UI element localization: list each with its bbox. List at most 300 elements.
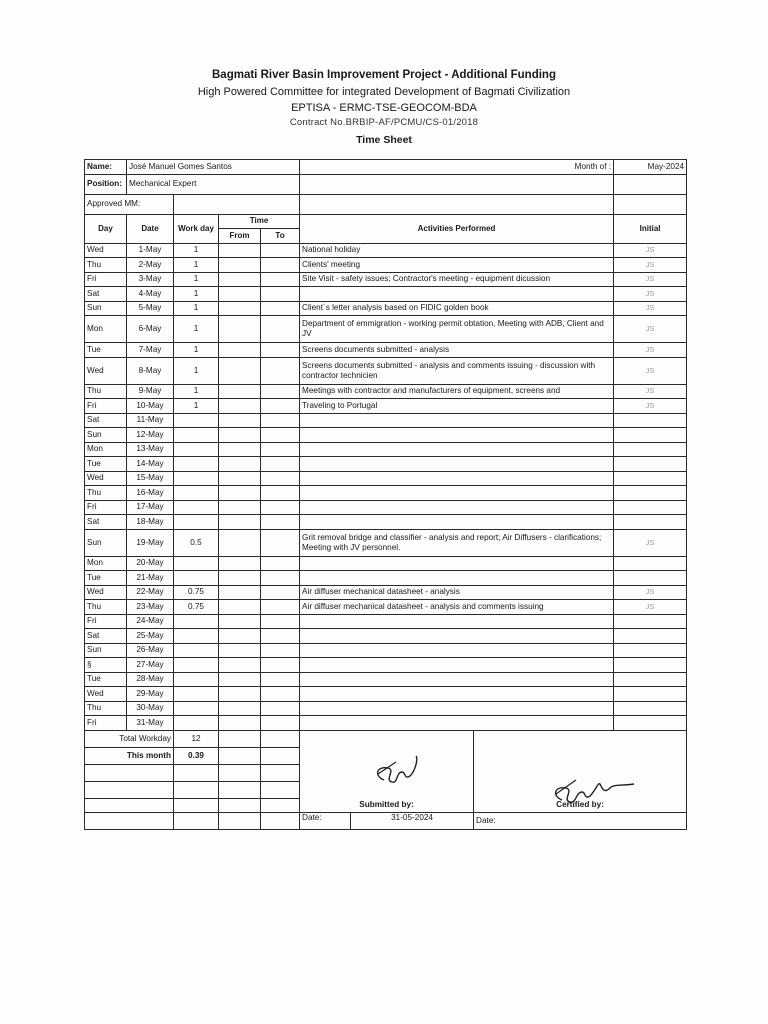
workday-cell: 1 <box>174 399 219 414</box>
time-from-cell <box>219 529 261 556</box>
initial-cell: JS <box>614 357 687 384</box>
blank-cell <box>261 781 300 798</box>
day-row <box>85 258 687 273</box>
date-cell: 21-May <box>127 571 174 586</box>
col-date: Date <box>127 214 174 243</box>
blank-cell <box>85 798 174 813</box>
day-row <box>85 316 687 343</box>
activity-cell <box>300 643 614 658</box>
workday-cell: 1 <box>174 301 219 316</box>
date-cell: 22-May <box>127 585 174 600</box>
committee-subtitle: High Powered Committee for integrated Development of Bagmati Civilization <box>197 86 571 98</box>
workday-cell: 0.5 <box>174 529 219 556</box>
day-row <box>85 287 687 302</box>
initial-cell: JS <box>614 316 687 343</box>
date-cell: 19-May <box>127 529 174 556</box>
day-row <box>85 357 687 384</box>
day-cell: Fri <box>85 716 127 731</box>
activity-cell: National holiday <box>300 243 614 258</box>
activity-cell <box>300 716 614 731</box>
day-row <box>85 301 687 316</box>
blank-cell <box>174 781 219 798</box>
position-label: Position: <box>85 174 127 194</box>
activity-cell <box>300 571 614 586</box>
date-cell: 11-May <box>127 413 174 428</box>
time-from-cell <box>219 687 261 702</box>
consortium-subtitle: EPTISA - ERMC-TSE-GEOCOM-BDA <box>291 102 477 114</box>
blank-cell <box>85 781 174 798</box>
time-from-cell <box>219 272 261 287</box>
time-to-cell <box>261 529 300 556</box>
day-cell: Thu <box>85 384 127 399</box>
time-to-cell <box>261 716 300 731</box>
activity-cell <box>300 442 614 457</box>
date-cell: 8-May <box>127 357 174 384</box>
workday-cell <box>174 428 219 443</box>
day-row <box>85 600 687 615</box>
timesheet-table <box>84 159 687 830</box>
time-to-cell <box>261 399 300 414</box>
day-cell: Fri <box>85 614 127 629</box>
time-to-cell <box>261 301 300 316</box>
workday-cell: 1 <box>174 316 219 343</box>
activity-cell <box>300 287 614 302</box>
position-blank <box>300 174 614 194</box>
workday-cell <box>174 571 219 586</box>
time-to-cell <box>261 442 300 457</box>
date-cell: 25-May <box>127 629 174 644</box>
day-row <box>85 272 687 287</box>
blank-cell <box>219 781 261 798</box>
activity-cell <box>300 515 614 530</box>
day-cell: Sun <box>85 643 127 658</box>
this-month-value: 0.39 <box>174 747 219 764</box>
activity-cell <box>300 413 614 428</box>
date-cell: 16-May <box>127 486 174 501</box>
approved-label: Approved MM: <box>85 194 174 214</box>
initial-cell: JS <box>614 258 687 273</box>
workday-cell: 1 <box>174 357 219 384</box>
submitted-date-cell <box>300 813 474 830</box>
time-from-cell <box>219 486 261 501</box>
time-from-cell <box>219 384 261 399</box>
sheet-title: Time Sheet <box>356 134 412 146</box>
activity-cell <box>300 457 614 472</box>
day-row <box>85 571 687 586</box>
time-from-cell <box>219 629 261 644</box>
workday-cell: 0.75 <box>174 585 219 600</box>
date-cell: 31-May <box>127 716 174 731</box>
activity-cell: Screens documents submitted - analysis and comments issuing - discussion with contractor technicien <box>300 357 614 384</box>
time-to-cell <box>261 471 300 486</box>
position-row <box>85 174 687 194</box>
blank-cell <box>219 798 261 813</box>
day-cell: Wed <box>85 585 127 600</box>
time-to-cell <box>261 556 300 571</box>
day-cell: Wed <box>85 471 127 486</box>
day-row <box>85 384 687 399</box>
date-cell: 28-May <box>127 672 174 687</box>
workday-cell <box>174 457 219 472</box>
approved-blank <box>300 194 614 214</box>
date-cell: 9-May <box>127 384 174 399</box>
day-row <box>85 486 687 501</box>
workday-cell <box>174 672 219 687</box>
time-to-cell <box>261 272 300 287</box>
date-row <box>85 813 687 830</box>
day-row <box>85 515 687 530</box>
time-to-cell <box>261 701 300 716</box>
time-to-cell <box>261 343 300 358</box>
workday-cell: 1 <box>174 272 219 287</box>
activity-cell <box>300 428 614 443</box>
certified-signature <box>548 770 640 814</box>
day-cell: Sat <box>85 515 127 530</box>
date-cell: 13-May <box>127 442 174 457</box>
day-cell: Fri <box>85 500 127 515</box>
initial-cell: JS <box>614 343 687 358</box>
activity-cell <box>300 687 614 702</box>
day-cell: Thu <box>85 600 127 615</box>
day-row <box>85 672 687 687</box>
time-to-cell <box>261 643 300 658</box>
time-to-cell <box>261 515 300 530</box>
time-from-cell <box>219 500 261 515</box>
month-value: May-2024 <box>614 160 687 175</box>
time-to-cell <box>261 614 300 629</box>
day-cell: Mon <box>85 442 127 457</box>
initial-cell <box>614 716 687 731</box>
total-blank-to <box>261 730 300 747</box>
initial-cell <box>614 486 687 501</box>
initial-cell <box>614 571 687 586</box>
day-cell: Tue <box>85 571 127 586</box>
time-to-cell <box>261 571 300 586</box>
time-from-cell <box>219 413 261 428</box>
initial-cell: JS <box>614 243 687 258</box>
initial-cell: JS <box>614 384 687 399</box>
day-cell: Sun <box>85 428 127 443</box>
initial-cell <box>614 471 687 486</box>
initial-cell: JS <box>614 529 687 556</box>
this-month-label: This month <box>85 747 174 764</box>
project-title: Bagmati River Basin Improvement Project - Additional Funding <box>212 69 556 81</box>
time-from-cell <box>219 716 261 731</box>
blank-cell <box>174 798 219 813</box>
month-blank-from <box>219 747 261 764</box>
initial-cell: JS <box>614 272 687 287</box>
date-cell: 23-May <box>127 600 174 615</box>
day-cell: Wed <box>85 357 127 384</box>
day-row <box>85 701 687 716</box>
date-cell: 27-May <box>127 658 174 673</box>
blank-cell <box>85 813 174 830</box>
day-cell: Mon <box>85 556 127 571</box>
day-cell: Thu <box>85 701 127 716</box>
initial-cell: JS <box>614 585 687 600</box>
certified-date-cell: Date: <box>474 813 687 830</box>
initial-cell <box>614 614 687 629</box>
day-cell: Sat <box>85 629 127 644</box>
position-value: Mechanical Expert <box>127 174 300 194</box>
activity-cell <box>300 486 614 501</box>
month-blank-to <box>261 747 300 764</box>
workday-cell <box>174 442 219 457</box>
time-from-cell <box>219 672 261 687</box>
day-cell: § <box>85 658 127 673</box>
blank-cell <box>174 764 219 781</box>
workday-cell <box>174 556 219 571</box>
date-cell: 7-May <box>127 343 174 358</box>
day-cell: Mon <box>85 316 127 343</box>
time-from-cell <box>219 258 261 273</box>
initial-cell <box>614 658 687 673</box>
initial-cell: JS <box>614 399 687 414</box>
col-to: To <box>261 229 300 244</box>
date-cell: 4-May <box>127 287 174 302</box>
workday-cell <box>174 658 219 673</box>
activity-cell <box>300 471 614 486</box>
day-row <box>85 585 687 600</box>
initial-cell <box>614 643 687 658</box>
workday-cell <box>174 413 219 428</box>
workday-cell <box>174 701 219 716</box>
workday-cell <box>174 716 219 731</box>
date-cell: 3-May <box>127 272 174 287</box>
activity-cell: Department of emmigration - working permit obtation, Meeting with ADB, Client and JV <box>300 316 614 343</box>
time-to-cell <box>261 687 300 702</box>
activity-cell <box>300 556 614 571</box>
blank-cell <box>261 764 300 781</box>
submitted-by-label: Submitted by: <box>300 798 474 813</box>
approved-row <box>85 194 687 214</box>
initial-cell <box>614 672 687 687</box>
time-to-cell <box>261 413 300 428</box>
date-cell: 5-May <box>127 301 174 316</box>
time-from-cell <box>219 515 261 530</box>
blank-cell <box>85 764 174 781</box>
initial-cell: JS <box>614 301 687 316</box>
day-cell: Wed <box>85 243 127 258</box>
time-to-cell <box>261 357 300 384</box>
certified-by-label: Certified by: <box>474 798 687 813</box>
time-from-cell <box>219 442 261 457</box>
activity-cell: Air diffuser mechanical datasheet - analysis <box>300 585 614 600</box>
month-label: Month of : <box>300 160 614 175</box>
time-from-cell <box>219 585 261 600</box>
activity-cell <box>300 629 614 644</box>
workday-cell: 1 <box>174 384 219 399</box>
day-cell: Thu <box>85 486 127 501</box>
time-to-cell <box>261 658 300 673</box>
day-row <box>85 614 687 629</box>
day-row <box>85 343 687 358</box>
time-from-cell <box>219 243 261 258</box>
day-row <box>85 556 687 571</box>
workday-cell: 0.75 <box>174 600 219 615</box>
workday-cell: 1 <box>174 343 219 358</box>
day-cell: Wed <box>85 687 127 702</box>
day-cell: Sun <box>85 301 127 316</box>
blank-cell <box>174 813 219 830</box>
date-value: 31-05-2024 <box>391 813 433 822</box>
day-row <box>85 529 687 556</box>
initial-cell <box>614 701 687 716</box>
day-cell: Tue <box>85 343 127 358</box>
workday-cell <box>174 687 219 702</box>
day-row <box>85 471 687 486</box>
total-workday-row <box>85 730 687 747</box>
date-cell: 2-May <box>127 258 174 273</box>
day-row <box>85 658 687 673</box>
day-row <box>85 716 687 731</box>
blank-cell <box>261 798 300 813</box>
activity-cell <box>300 614 614 629</box>
day-cell: Sun <box>85 529 127 556</box>
date-cell: 17-May <box>127 500 174 515</box>
workday-cell <box>174 486 219 501</box>
day-cell: Sat <box>85 287 127 302</box>
initial-cell <box>614 515 687 530</box>
time-from-cell <box>219 428 261 443</box>
workday-cell <box>174 515 219 530</box>
date-label: Date: <box>300 813 351 829</box>
date-cell: 1-May <box>127 243 174 258</box>
time-from-cell <box>219 614 261 629</box>
time-to-cell <box>261 243 300 258</box>
activity-cell: Meetings with contractor and manufacturers of equipment, screens and <box>300 384 614 399</box>
time-to-cell <box>261 428 300 443</box>
day-row <box>85 500 687 515</box>
approved-blank-end <box>614 194 687 214</box>
col-from: From <box>219 229 261 244</box>
blank-cell <box>261 813 300 830</box>
initial-cell <box>614 629 687 644</box>
workday-cell: 1 <box>174 243 219 258</box>
activity-cell: Screens documents submitted - analysis <box>300 343 614 358</box>
initial-cell <box>614 413 687 428</box>
time-to-cell <box>261 585 300 600</box>
col-day: Day <box>85 214 127 243</box>
time-from-cell <box>219 701 261 716</box>
name-row <box>85 160 687 175</box>
time-to-cell <box>261 457 300 472</box>
initial-cell <box>614 442 687 457</box>
time-from-cell <box>219 556 261 571</box>
day-row <box>85 643 687 658</box>
activity-cell: Clients' meeting <box>300 258 614 273</box>
day-cell: Sat <box>85 413 127 428</box>
time-to-cell <box>261 287 300 302</box>
total-workday-value: 12 <box>174 730 219 747</box>
total-blank-from <box>219 730 261 747</box>
time-from-cell <box>219 643 261 658</box>
time-from-cell <box>219 658 261 673</box>
name-label: Name: <box>85 160 127 175</box>
time-from-cell <box>219 399 261 414</box>
workday-cell <box>174 614 219 629</box>
time-to-cell <box>261 672 300 687</box>
activity-cell <box>300 701 614 716</box>
time-from-cell <box>219 471 261 486</box>
workday-cell <box>174 471 219 486</box>
date-cell: 15-May <box>127 471 174 486</box>
initial-cell <box>614 687 687 702</box>
activity-cell: Client´s letter analysis based on FIDIC golden book <box>300 301 614 316</box>
time-from-cell <box>219 343 261 358</box>
time-to-cell <box>261 629 300 644</box>
time-to-cell <box>261 316 300 343</box>
activity-cell: Air diffuser mechanical datasheet - analysis and comments issuing <box>300 600 614 615</box>
workday-cell <box>174 500 219 515</box>
time-from-cell <box>219 457 261 472</box>
day-cell: Fri <box>85 272 127 287</box>
time-from-cell <box>219 571 261 586</box>
day-row <box>85 457 687 472</box>
time-to-cell <box>261 384 300 399</box>
date-cell: 26-May <box>127 643 174 658</box>
time-to-cell <box>261 500 300 515</box>
time-from-cell <box>219 301 261 316</box>
activity-cell <box>300 500 614 515</box>
name-value: José Manuel Gomes Santos <box>127 160 300 175</box>
blank-cell <box>219 764 261 781</box>
submitted-signature <box>366 746 436 794</box>
day-row <box>85 413 687 428</box>
contract-number: Contract No.BRBIP-AF/PCMU/CS-01/2018 <box>289 117 479 128</box>
date-cell: 10-May <box>127 399 174 414</box>
day-cell: Tue <box>85 672 127 687</box>
time-to-cell <box>261 258 300 273</box>
date-cell: 6-May <box>127 316 174 343</box>
day-cell: Thu <box>85 258 127 273</box>
time-to-cell <box>261 600 300 615</box>
date-cell: 30-May <box>127 701 174 716</box>
day-cell: Fri <box>85 399 127 414</box>
time-from-cell <box>219 357 261 384</box>
activity-cell: Site Visit - safety issues; Contractor's meeting - equipment dicussion <box>300 272 614 287</box>
date-cell: 12-May <box>127 428 174 443</box>
day-row <box>85 243 687 258</box>
blank-cell <box>219 813 261 830</box>
initial-cell: JS <box>614 287 687 302</box>
activity-cell: Grit removal bridge and classifier - analysis and report; Air Diffusers - clarifications; Meeting with JV personnel. <box>300 529 614 556</box>
total-workday-label: Total Workday <box>85 730 174 747</box>
col-time: Time <box>219 214 300 229</box>
initial-cell <box>614 428 687 443</box>
date-cell: 20-May <box>127 556 174 571</box>
activity-cell <box>300 672 614 687</box>
approved-value <box>174 194 300 214</box>
date-cell: 24-May <box>127 614 174 629</box>
activity-cell <box>300 658 614 673</box>
initial-cell <box>614 500 687 515</box>
workday-cell: 1 <box>174 287 219 302</box>
position-blank-end <box>614 174 687 194</box>
date-cell: 29-May <box>127 687 174 702</box>
day-row <box>85 687 687 702</box>
day-row <box>85 442 687 457</box>
time-to-cell <box>261 486 300 501</box>
col-activities: Activities Performed <box>300 214 614 243</box>
col-workday: Work day <box>174 214 219 243</box>
time-from-cell <box>219 287 261 302</box>
date-cell: 14-May <box>127 457 174 472</box>
time-from-cell <box>219 600 261 615</box>
day-row <box>85 428 687 443</box>
initial-cell <box>614 556 687 571</box>
workday-cell <box>174 643 219 658</box>
